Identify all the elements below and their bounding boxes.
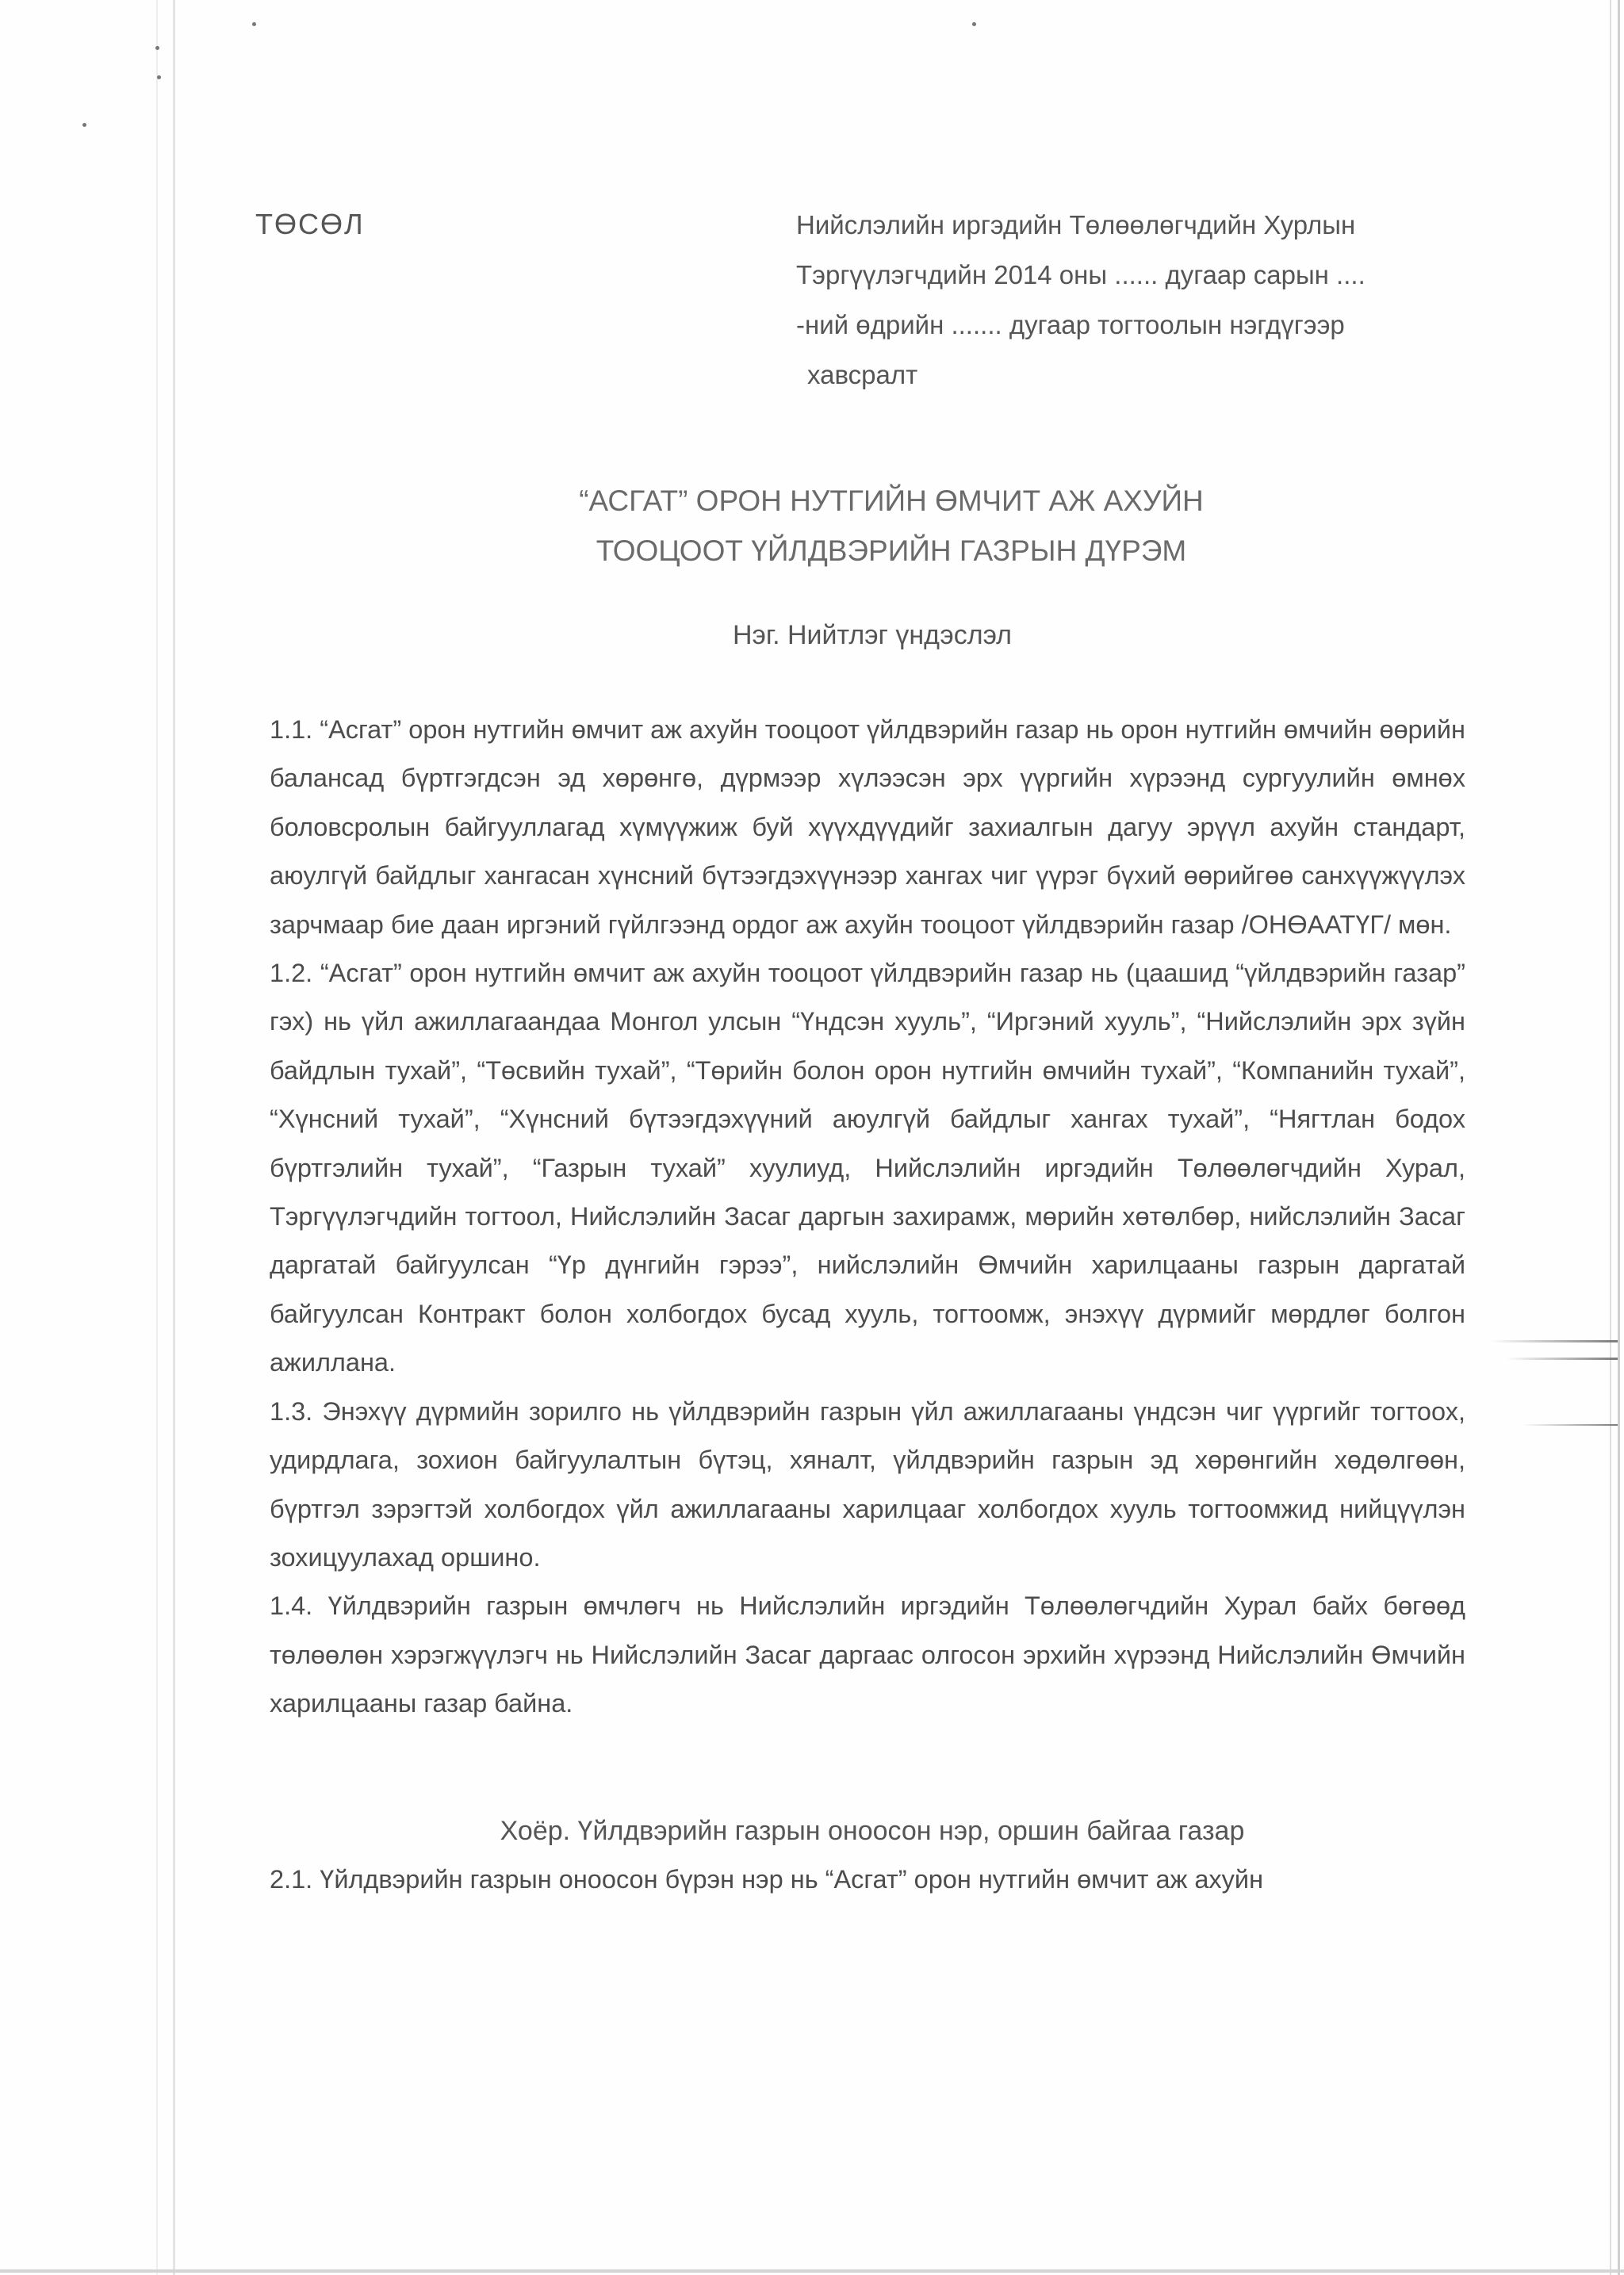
paragraph: 1.2. “Асгат” орон нутгийн өмчит аж ахуйн тооцоот үйлдвэрийн газар нь (цаашид “үйлдвэрийн газар” гэх) нь үйл ажиллагаандаа Монгол улсын “Үндсэн хууль”, “Иргэний хууль”, “Нийслэлийн эрх зүйн байдлын тухай”, “Төсвийн тухай”, “Төрийн болон орон нутгийн өмчийн тухай”, “Компанийн тухай”, “Хүнсний тухай”, “Хүнсний бүтээгдэхүүний аюулгүй байдлыг хангах тухай”, “Нягтлан бодох бүртгэлийн тухай”, “Газрын тухай” хуулиуд, Нийслэлийн иргэдийн Төлөөлөгчдийн Хурал, Тэргүүлэгчдийн тогтоол, Нийслэлийн Засаг даргын захирамж, мөрийн хөтөлбөр, нийслэлийн Засаг даргатай байгуулсан “Үр дүнгийн гэрээ”, нийслэлийн Өмчийн харилцааны газрын даргатай байгуулсан Контракт болон холбогдох бусад хууль, тогтоомж, энэхүү дүрмийг мөрдлөг болгон ажиллана. (270, 959, 1465, 1377)
paragraph: 1.4. Үйлдвэрийн газрын өмчлөгч нь Нийслэлийн иргэдийн Төлөөлөгчдийн Хурал байх бөгөөд төлөөлөн хэрэгжүүлэгч нь Нийслэлийн Засаг даргаас олгосон эрхийн хүрээнд Нийслэлийн Өмчийн харилцааны газар байна. (270, 1591, 1465, 1718)
scan-streak (1491, 1340, 1618, 1342)
scan-edge-line (1618, 0, 1620, 2275)
scan-speck (972, 22, 976, 26)
scan-streak (1507, 1358, 1618, 1360)
annex-line: Нийслэлийн иргэдийн Төлөөлөгчдийн Хурлын (796, 210, 1356, 239)
section-heading: Хоёр. Үйлдвэрийн газрын оноосон нэр, оршин байгаа газар (500, 1816, 1245, 1846)
annex-note (796, 200, 1462, 400)
annex-line: Тэргүүлэгчдийн 2014 оны ...... дугаар сарын .... (796, 260, 1365, 289)
scan-edge-line (173, 0, 175, 2275)
paragraph: 1.3. Энэхүү дүрмийн зорилго нь үйлдвэрийн газрын үйл ажиллагааны үндсэн чиг үүргийг тогтоох, удирдлага, зохион байгуулалтын бүтэц, хяналт, үйлдвэрийн газрын эд хөрөнгийн хөдөлгөөн, бүртгэл зэрэгтэй холбогдох үйл ажиллагааны харилцааг холбогдох хууль тогтоомжид нийцүүлэн зохицуулахад оршино. (270, 1396, 1465, 1572)
scan-edge-line (156, 0, 158, 2275)
scan-edge-line (0, 2269, 1624, 2273)
paragraph: 2.1. Үйлдвэрийн газрын оноосон бүрэн нэр нь “Асгат” орон нутгийн өмчит аж ахуйн (270, 1865, 1264, 1894)
section-body (270, 706, 1465, 1729)
annex-line: -ний өдрийн ....... дугаар тогтоолын нэгдүгээр (796, 310, 1345, 339)
annex-line: хавсралт (807, 360, 918, 389)
paragraph: 1.1. “Асгат” орон нутгийн өмчит аж ахуйн тооцоот үйлдвэрийн газар нь орон нутгийн өмчийн өөрийн балансад бүртгэгдсэн эд хөрөнгө, дүрмээр хүлээсэн эрх үүргийн хүрээнд сургуулийн өмнөх боловсролын байгууллагад хүмүүжиж буй хүүхдүүдийг захиалгын дагуу эрүүл ахуйн стандарт, аюулгүй байдлыг хангасан хүнсний бүтээгдэхүүнээр хангах чиг үүрэг бүхий өөрийгөө санхүүжүүлэх зарчмаар бие даан иргэний гүйлгээнд ордог аж ахуйн тооцоот үйлдвэрийн газар /ОНӨААТҮГ/ мөн. (270, 715, 1465, 939)
scan-speck (252, 22, 256, 26)
section-body (270, 1856, 1465, 1904)
section-heading: Нэг. Нийтлэг үндэслэл (732, 620, 1013, 650)
title-line: “АСГАТ” ОРОН НУТГИЙН ӨМЧИТ АЖ АХУЙН (579, 484, 1204, 517)
scan-edge-line (1610, 0, 1611, 2275)
scan-streak (1522, 1424, 1618, 1426)
title-line: ТООЦООТ ҮЙЛДВЭРИЙН ГАЗРЫН ДҮРЭМ (596, 534, 1187, 567)
scan-speck (82, 123, 86, 127)
document-title (396, 476, 1386, 576)
scan-speck (157, 75, 161, 79)
scan-speck (155, 46, 159, 50)
draft-label: ТӨСӨЛ (255, 208, 365, 240)
